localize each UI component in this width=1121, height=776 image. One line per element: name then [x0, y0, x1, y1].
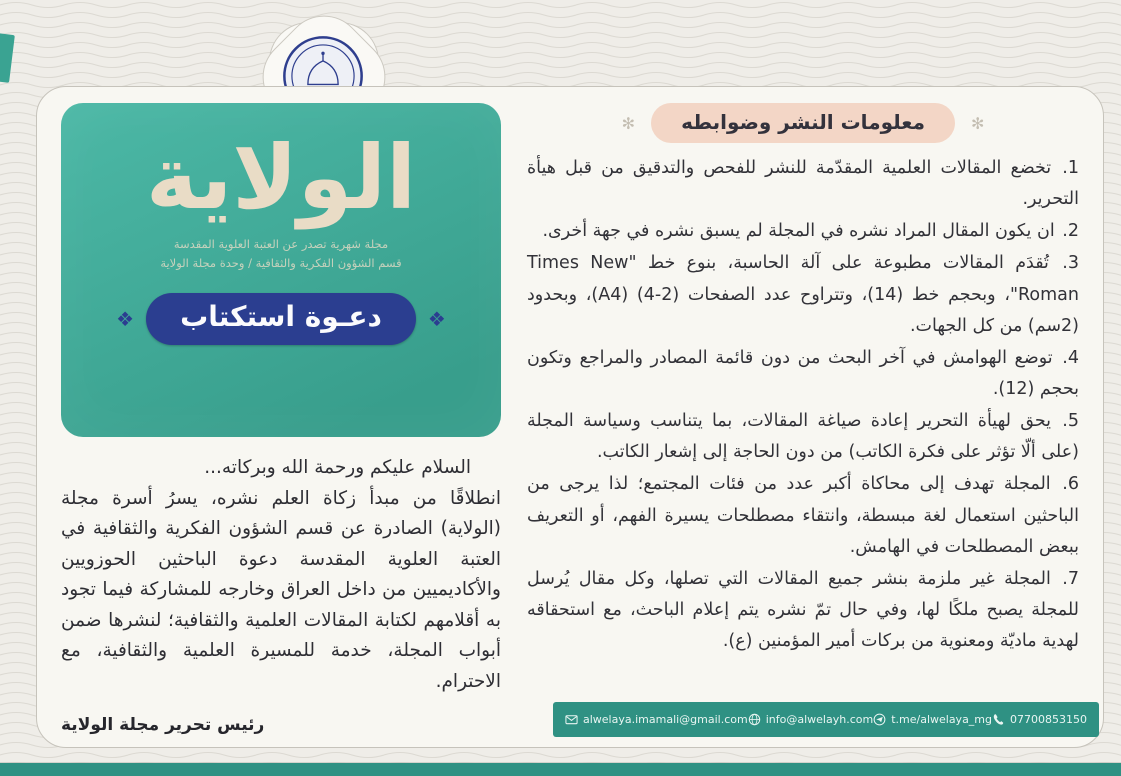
contact-phone: [992, 713, 1087, 726]
ornament-diamond-icon: ❖: [427, 306, 446, 331]
magazine-subtitle: [61, 235, 501, 273]
guideline-text: ان يكون المقال المراد نشره في المجلة لم يسبق نشره في جهة أخرى.: [542, 221, 1055, 242]
invitation-badge-row: [61, 293, 501, 345]
guideline-number: 4.: [1062, 347, 1079, 368]
guidelines-list: [527, 153, 1079, 658]
invitation-letter: [61, 453, 501, 739]
guideline-item: [527, 564, 1079, 657]
guideline-number: 1.: [1062, 158, 1079, 178]
guideline-text: تخضع المقالات العلمية المقدّمة للنشر للفحص والتدقيق من قبل هيأة التحرير.: [527, 158, 1079, 210]
guideline-number: 2.: [1062, 221, 1079, 242]
magazine-subtitle-line2: قسم الشؤون الفكرية والثقافية / وحدة مجلة الولاية: [160, 255, 402, 270]
contact-website: [748, 713, 873, 726]
invitation-column: [61, 103, 501, 736]
guideline-item: [527, 469, 1079, 562]
ornament-flower-icon: ✻: [621, 113, 636, 133]
phone-icon: [992, 713, 1005, 726]
bottom-teal-strip: [0, 763, 1121, 776]
guideline-number: 5.: [1062, 411, 1079, 432]
contact-telegram: [873, 713, 992, 726]
guideline-text: يحق لهيأة التحرير إعادة صياغة المقالات، بما يتناسب وسياسة المجلة (على ألّا تؤثر على فكرة الكاتب) من دون الحاجة إلى إشعار الكاتب.: [527, 411, 1079, 463]
guideline-number: 3.: [1062, 253, 1079, 274]
contact-telegram-text: t.me/alwelaya_mg: [891, 713, 993, 726]
content-panel: [36, 86, 1104, 748]
contact-email: [565, 713, 748, 726]
guidelines-header-row: [527, 103, 1079, 143]
guideline-item: [527, 153, 1079, 215]
invitation-badge: دعـوة استكتاب: [146, 293, 416, 345]
contact-email-text: alwelaya.imamali@gmail.com: [583, 713, 748, 726]
ornament-diamond-icon: ❖: [116, 306, 135, 331]
magazine-cover-card: [61, 103, 501, 437]
guideline-item: [527, 216, 1079, 247]
envelope-icon: [565, 713, 578, 726]
contact-phone-text: 07700853150: [1010, 713, 1087, 726]
guideline-number: 7.: [1062, 568, 1079, 589]
letter-signature: رئيس تحرير مجلة الولاية: [61, 715, 265, 736]
ornament-flower-icon: ✻: [970, 113, 985, 133]
guideline-text: تُقدَم المقالات مطبوعة على آلة الحاسبة، بنوع خط "Times New Roman"، وبحجم خط (14)، وتتراوح عدد الصفحات (2-4) (A4)، وبحدود (2سم) من كل الجهات.: [527, 253, 1079, 336]
guideline-number: 6.: [1062, 474, 1079, 495]
guideline-text: المجلة غير ملزمة بنشر جميع المقالات التي تصلها، وكل مقال يُرسل للمجلة يصبح ملكًا لها، وفي حال تمّ نشره يتم إعلام الباحث، مع استحقاقه لهدية ماديّة ومعنوية من بركات أمير المؤمنين (ع).: [527, 568, 1079, 652]
telegram-icon: [873, 713, 886, 726]
guideline-item: [527, 248, 1079, 341]
contact-bar: [553, 702, 1099, 737]
globe-icon: [748, 713, 761, 726]
magazine-subtitle-line1: مجلة شهرية تصدر عن العتبة العلوية المقدسة: [173, 236, 389, 251]
guideline-item: [527, 343, 1079, 405]
letter-body: انطلاقًا من مبدأ زكاة العلم نشره، يسرُ أسرة مجلة (الولاية) الصادرة عن قسم الشؤون الفكرية والثقافية في العتبة العلوية المقدسة دعوة الباحثين الحوزويين والأكاديميين من داخل العراق وخارجه للمشاركة فيما تجود به أقلامهم لكتابة المقالات العلمية والثقافية؛ لنشرها ضمن أبواب المجلة، خدمة للمسيرة العلمية والثقافية، مع الاحترام.: [61, 487, 501, 692]
letter-greeting: السلام عليكم ورحمة الله وبركاته...: [204, 457, 471, 478]
contact-website-text: info@alwelayh.com: [765, 713, 874, 726]
guideline-text: المجلة تهدف إلى محاكاة أكبر عدد من فئات المجتمع؛ لذا يرجى من الباحثين استعمال لغة مبسطة، وانتقاء مصطلحات يسيرة الفهم، أو التعريف ببعض المصطلحات في الهامش.: [527, 474, 1079, 557]
guideline-item: [527, 406, 1079, 468]
guideline-text: توضع الهوامش في آخر البحث من دون قائمة المصادر والمراجع وتكون بحجم (12).: [527, 347, 1079, 399]
guidelines-heading: معلومات النشر وضوابطه: [651, 103, 955, 143]
magazine-title: الولاية: [145, 126, 417, 229]
guidelines-column: [527, 103, 1079, 733]
